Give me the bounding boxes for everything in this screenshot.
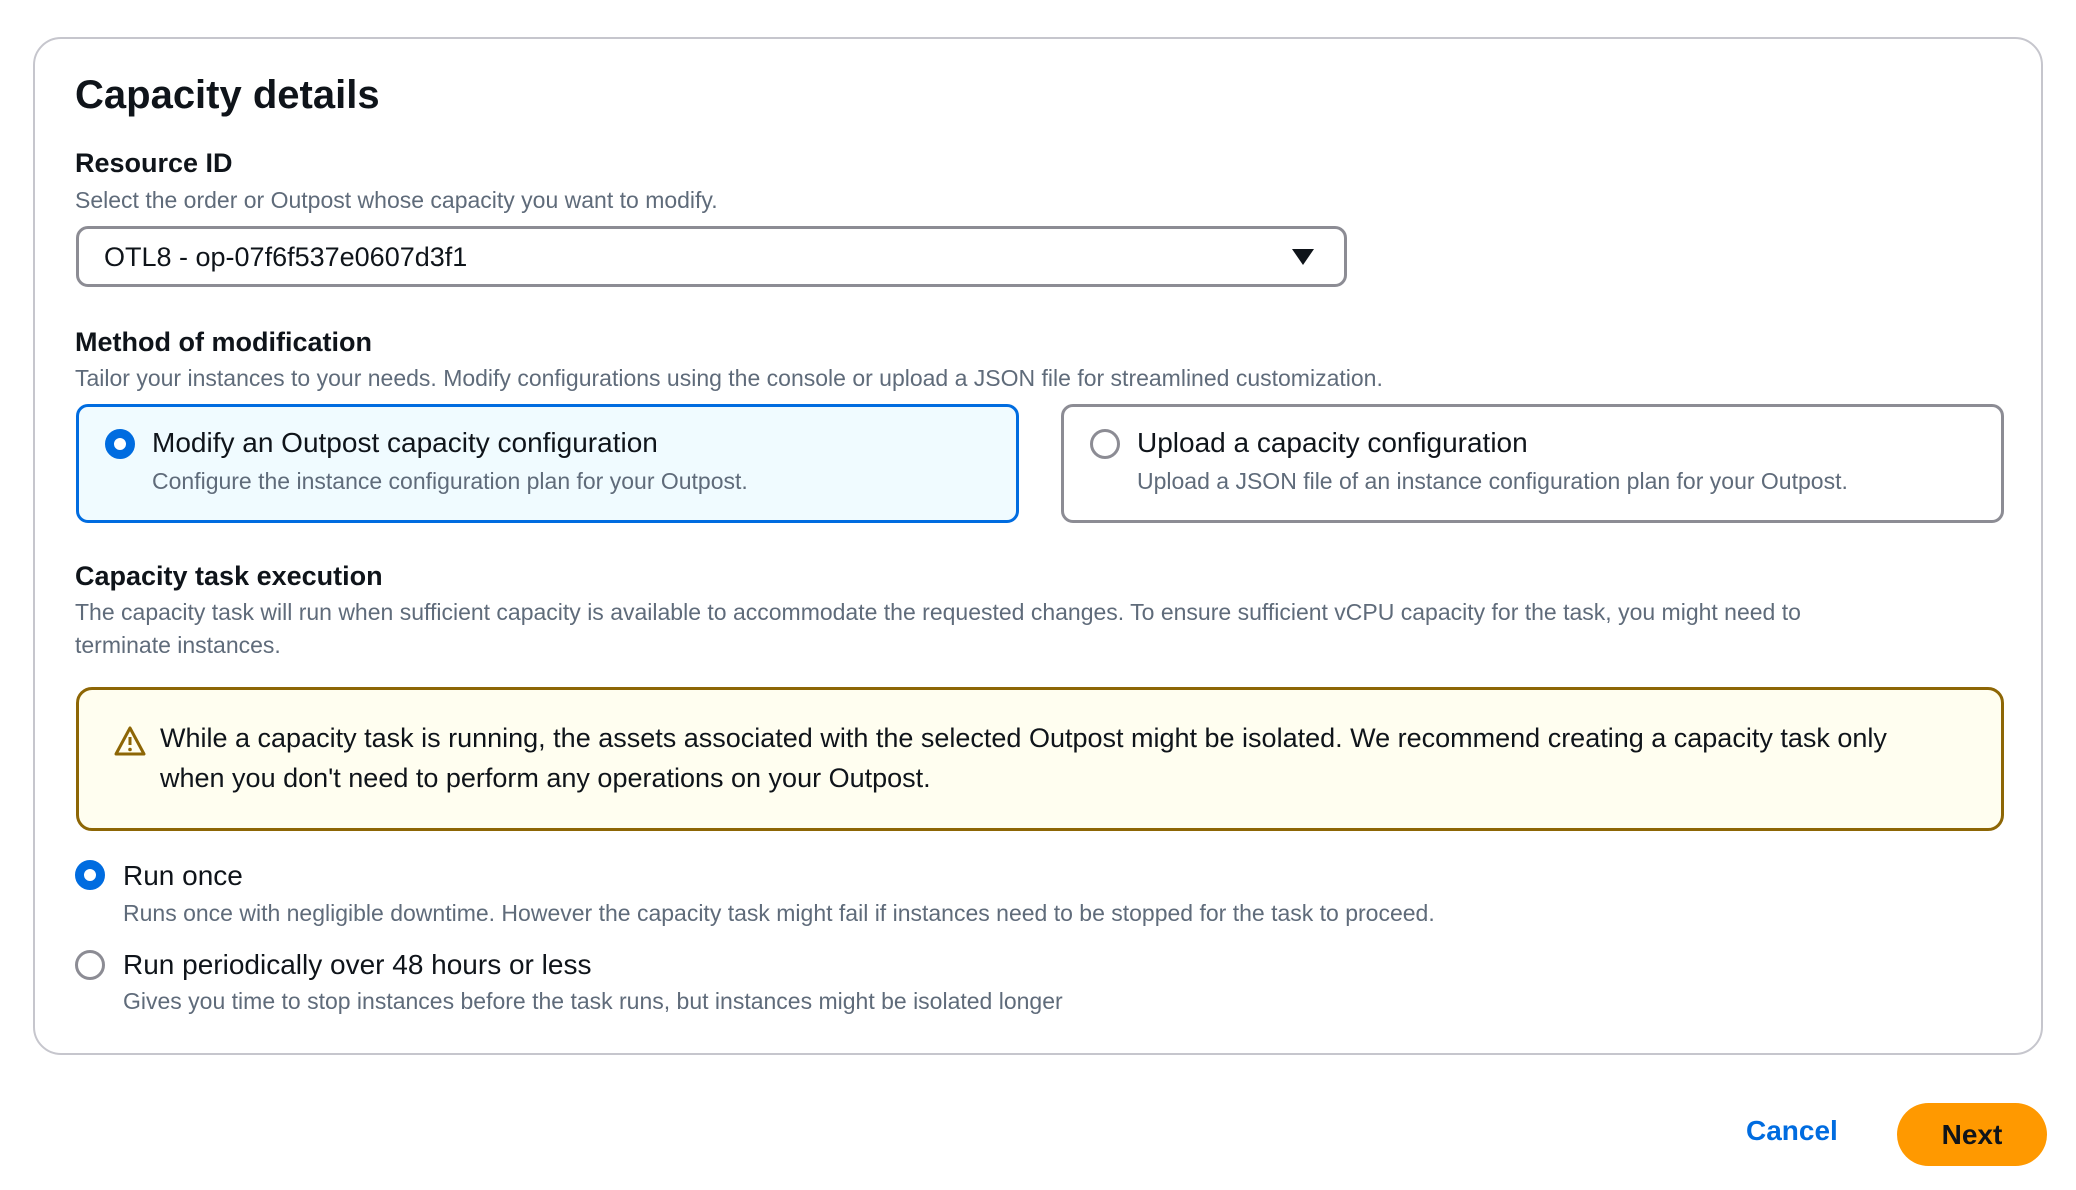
run-once-description: Runs once with negligible downtime. However the capacity task might fail if instances need to be stopped for the task to proceed.: [123, 900, 1435, 926]
warning-text: While a capacity task is running, the assets associated with the selected Outpost might be isolated. We recommend creating a capacity task only when you don't need to perform any operations on your Outpost.: [160, 723, 1887, 793]
radio-unselected-icon[interactable]: [1090, 429, 1120, 459]
execution-label: Capacity task execution: [75, 561, 383, 591]
radio-selected-icon[interactable]: [105, 429, 135, 459]
execution-description-line1: The capacity task will run when sufficient capacity is available to accommodate the requested changes. To ensure sufficient vCPU capacity for the task, you might need to: [75, 599, 1801, 625]
resource-id-value: OTL8 - op-07f6f537e0607d3f1: [104, 242, 468, 272]
page-title: Capacity details: [75, 73, 380, 117]
method-option-modify[interactable]: [76, 404, 1019, 523]
option-description: Upload a JSON file of an instance configuration plan for your Outpost.: [1137, 468, 1848, 494]
option-description: Configure the instance configuration plan for your Outpost.: [152, 468, 748, 494]
option-title: Modify an Outpost capacity configuration: [152, 427, 658, 458]
resource-id-label: Resource ID: [75, 148, 233, 178]
run-once-label[interactable]: Run once: [123, 860, 243, 891]
cancel-button[interactable]: Cancel: [1746, 1115, 1838, 1146]
execution-description-line2: terminate instances.: [75, 632, 281, 658]
run-periodically-radio[interactable]: [75, 950, 105, 980]
caret-down-icon: [1292, 249, 1314, 265]
run-periodically-label[interactable]: Run periodically over 48 hours or less: [123, 949, 592, 980]
method-description: Tailor your instances to your needs. Modify configurations using the console or upload a JSON file for streamlined customization.: [75, 365, 1383, 391]
method-label: Method of modification: [75, 327, 372, 357]
warning-icon: [113, 725, 147, 757]
warning-alert: [76, 687, 2004, 831]
option-title: Upload a capacity configuration: [1137, 427, 1528, 458]
resource-id-description: Select the order or Outpost whose capacity you want to modify.: [75, 187, 718, 213]
method-option-upload[interactable]: [1061, 404, 2004, 523]
run-once-radio[interactable]: [75, 860, 105, 890]
resource-id-select[interactable]: [76, 226, 1347, 287]
run-periodically-description: Gives you time to stop instances before the task runs, but instances might be isolated longer: [123, 988, 1063, 1014]
next-button[interactable]: Next: [1897, 1103, 2047, 1166]
